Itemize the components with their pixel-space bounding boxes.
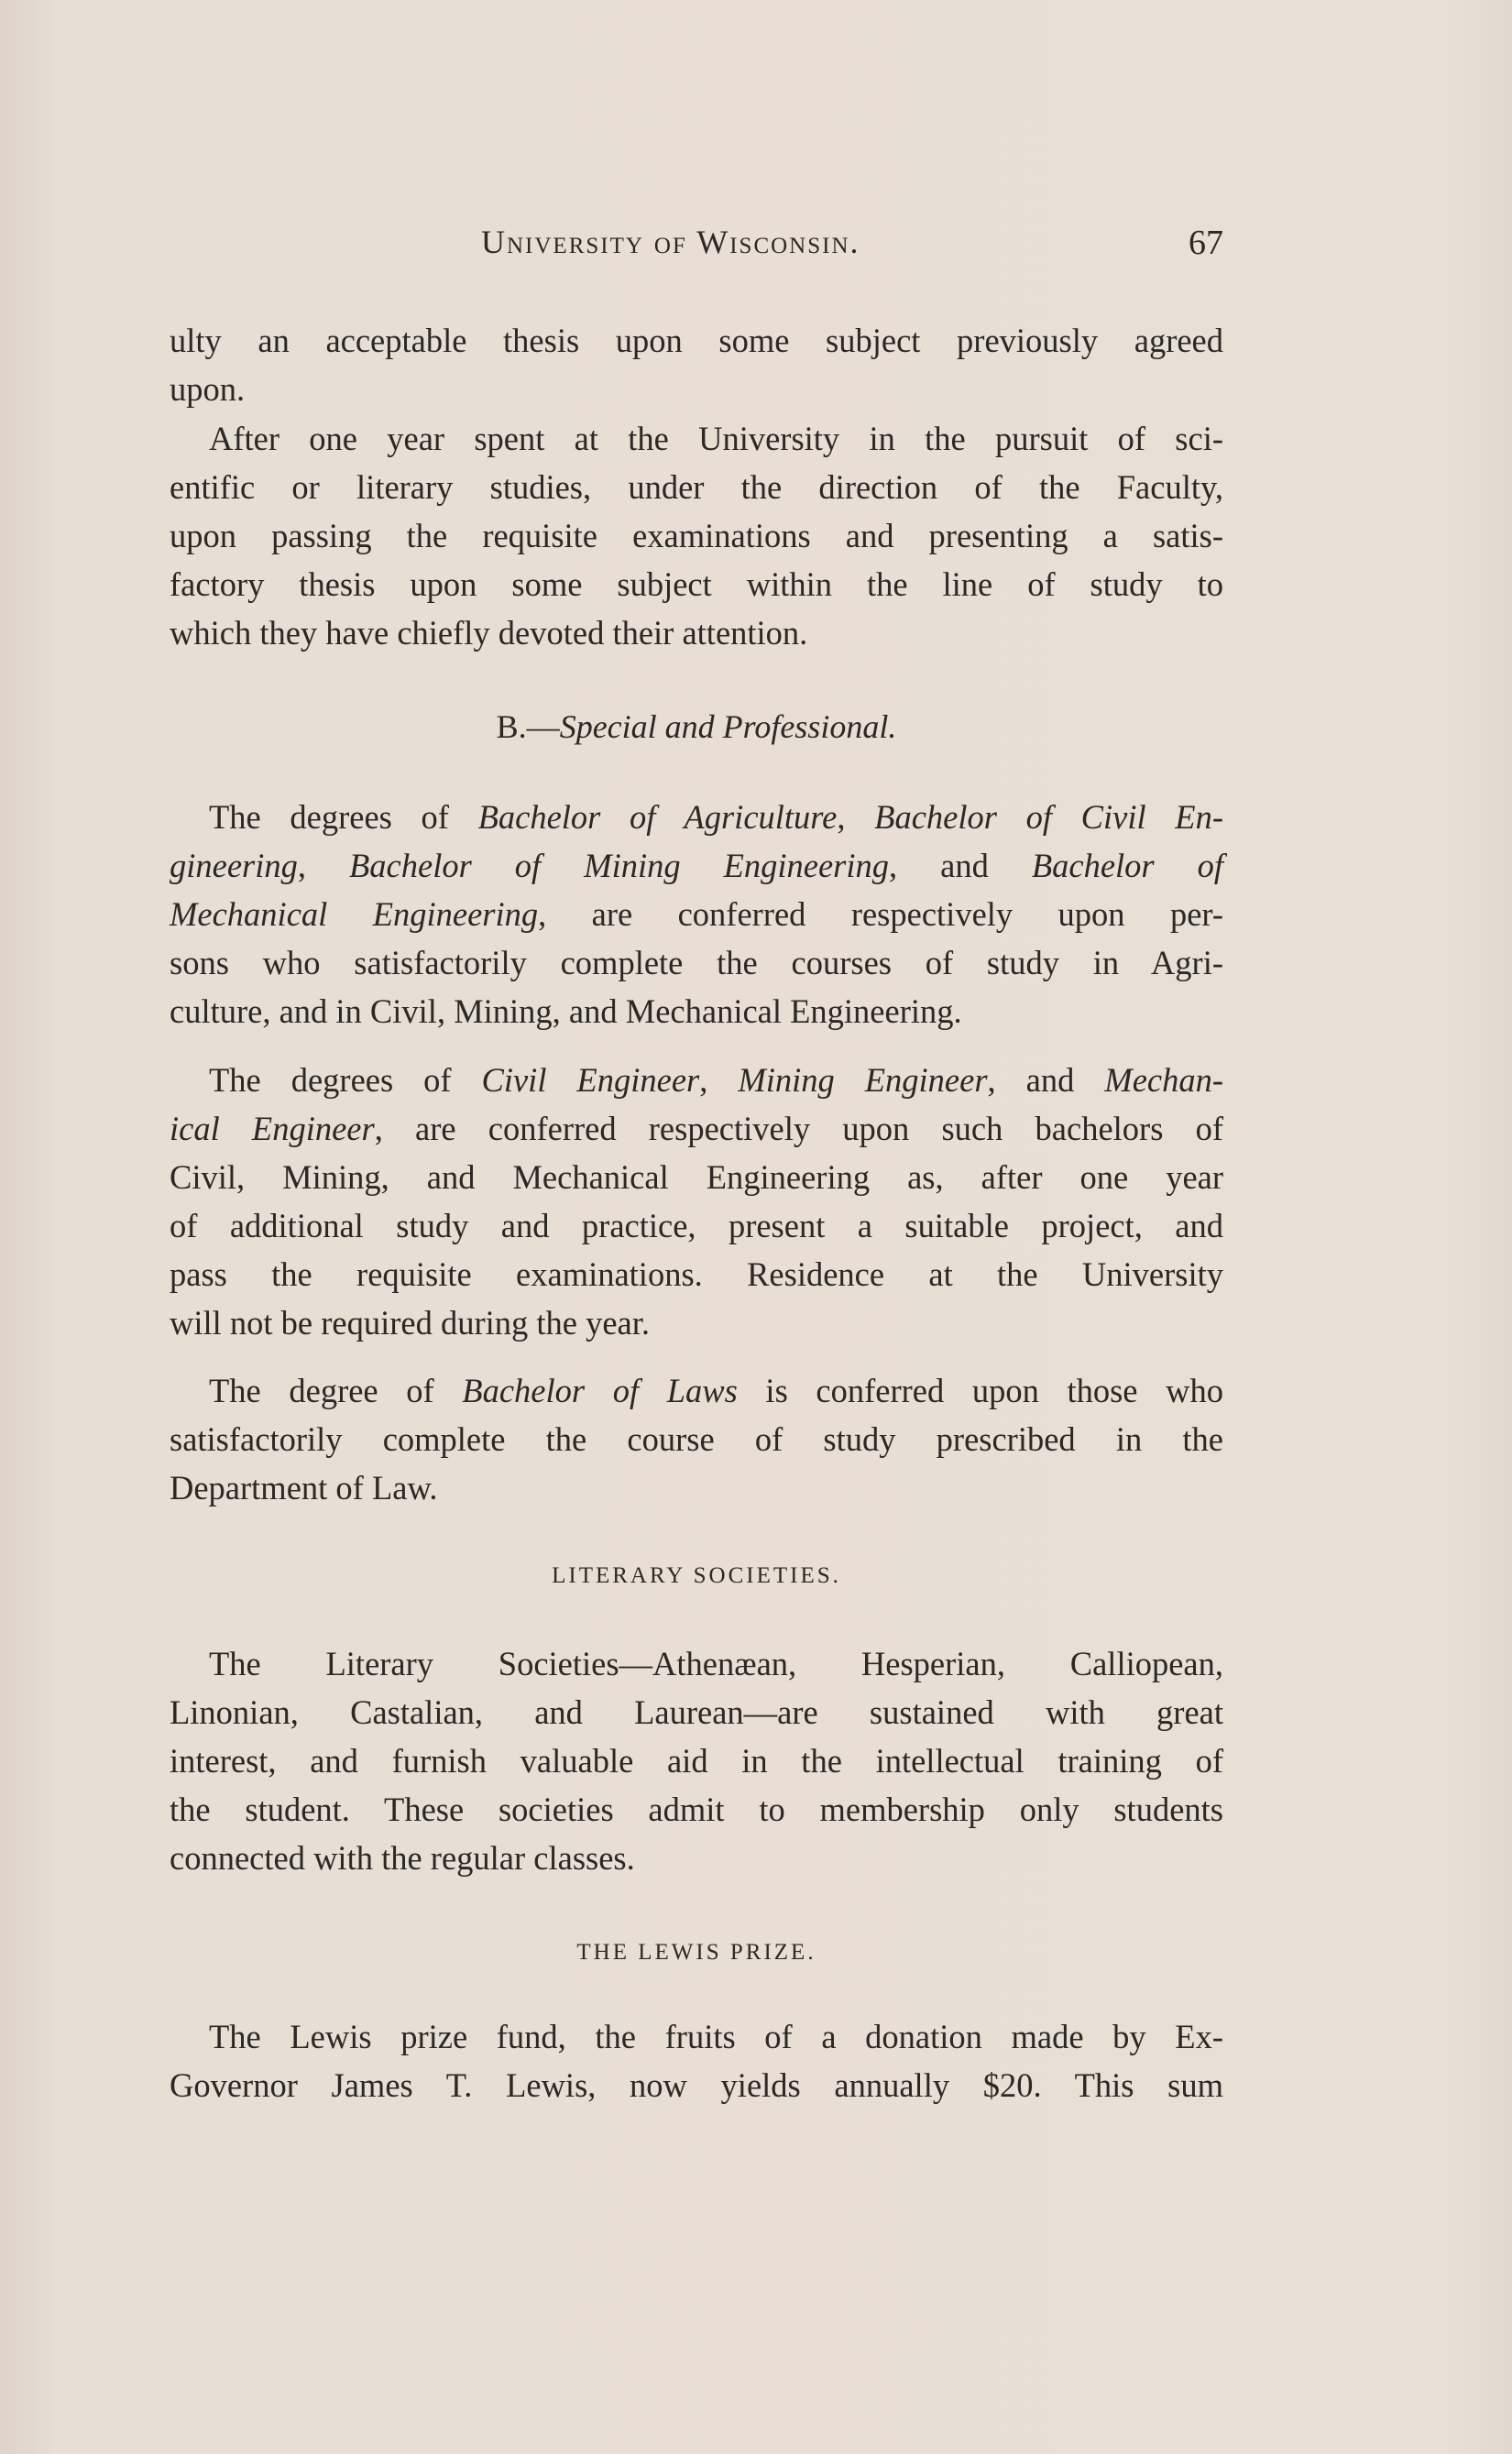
text-line: the student. These societies admit to membership only students bbox=[170, 1791, 1223, 1828]
paragraph-literary-societies bbox=[170, 1639, 1223, 1882]
literary-societies-heading: LITERARY SOCIETIES. bbox=[552, 1563, 841, 1588]
text-line: connected with the regular classes. bbox=[170, 1839, 635, 1877]
text-line: pass the requisite examinations. Residence at the University bbox=[170, 1255, 1223, 1293]
section-b-heading bbox=[170, 707, 1223, 746]
paragraph-bachelor-degrees bbox=[170, 793, 1223, 1035]
text-line: Civil, Mining, and Mechanical Engineering as, after one year bbox=[170, 1158, 1223, 1196]
text-line: ulty an acceptable thesis upon some subject previously agreed bbox=[170, 322, 1223, 359]
text-line: Department of Law. bbox=[170, 1469, 438, 1506]
lewis-prize-heading: THE LEWIS PRIZE. bbox=[576, 1940, 816, 1965]
text-line: of additional study and practice, present a suitable project, and bbox=[170, 1207, 1223, 1244]
text-line: will not be required during the year. bbox=[170, 1304, 651, 1342]
text-line: which they have chiefly devoted their attention. bbox=[170, 614, 808, 652]
section-b-prefix: B.— bbox=[496, 708, 560, 745]
text-line: factory thesis upon some subject within the line of study to bbox=[170, 565, 1223, 603]
text-line: sons who satisfactorily complete the courses of study in Agri- bbox=[170, 944, 1223, 981]
page-number: 67 bbox=[1189, 224, 1223, 262]
text-line: Linonian, Castalian, and Laurean—are sustained with great bbox=[170, 1693, 1223, 1731]
text-line: The degrees of Bachelor of Agriculture, Bachelor of Civil En- bbox=[209, 798, 1224, 836]
text-line: Mechanical Engineering, are conferred respectively upon per- bbox=[170, 895, 1223, 933]
text-line: The Literary Societies—Athenæan, Hesperian, Calliopean, bbox=[209, 1645, 1223, 1682]
text-line: gineering, Bachelor of Mining Engineering, and Bachelor of bbox=[170, 847, 1224, 884]
paragraph-engineer-degrees bbox=[170, 1056, 1223, 1347]
section-b-title: Special and Professional. bbox=[559, 708, 897, 745]
paragraph-lewis-prize bbox=[170, 2012, 1223, 2109]
text-line: After one year spent at the University in the pursuit of sci- bbox=[209, 420, 1223, 457]
text-line: satisfactorily complete the course of study prescribed in the bbox=[170, 1420, 1223, 1458]
page-header bbox=[170, 223, 1223, 268]
text-line: The degree of Bachelor of Laws is conferred upon those who bbox=[209, 1372, 1223, 1409]
text-line: culture, and in Civil, Mining, and Mechanical Engineering. bbox=[170, 992, 962, 1030]
text-line: interest, and furnish valuable aid in the intellectual training of bbox=[170, 1742, 1223, 1780]
text-line: entific or literary studies, under the direction of the Faculty, bbox=[170, 468, 1223, 506]
paragraph-thesis-continuation bbox=[170, 316, 1223, 413]
text-line: ical Engineer, are conferred respectively upon such bachelors of bbox=[170, 1110, 1223, 1147]
text-line: The Lewis prize fund, the fruits of a donation made by Ex- bbox=[209, 2018, 1223, 2055]
text-line: upon. bbox=[170, 370, 246, 408]
running-title: University of Wisconsin. bbox=[481, 224, 860, 260]
paragraph-one-year-study bbox=[170, 414, 1223, 657]
text-line: The degrees of Civil Engineer, Mining Engineer, and Mechan- bbox=[209, 1061, 1224, 1099]
paragraph-bachelor-of-laws bbox=[170, 1366, 1223, 1512]
text-line: upon passing the requisite examinations and presenting a satis- bbox=[170, 517, 1223, 554]
text-line: Governor James T. Lewis, now yields annually $20. This sum bbox=[170, 2066, 1223, 2104]
